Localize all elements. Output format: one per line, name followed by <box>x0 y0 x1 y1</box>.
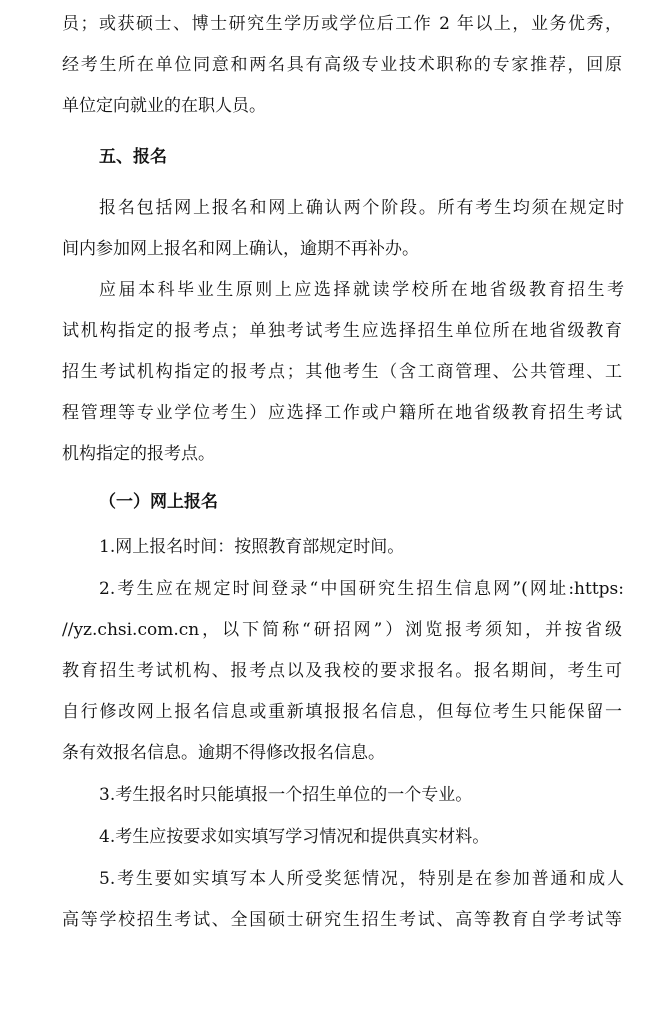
list-item: 4.考生应按要求如实填写学习情况和提供真实材料。 <box>99 827 490 847</box>
text-line: 自行修改网上报名信息或重新填报报名信息，但每位考生只能保留一 <box>62 702 622 722</box>
text-line: 招生考试机构指定的报考点；其他考生（含工商管理、公共管理、工 <box>62 362 622 382</box>
list-item: 3.考生报名时只能填报一个招生单位的一个专业。 <box>99 785 473 805</box>
text-line: 报名包括网上报名和网上确认两个阶段。所有考生均须在规定时 <box>99 198 624 218</box>
text-line: 经考生所在单位同意和两名具有高级专业技术职称的专家推荐，回原 <box>62 55 622 75</box>
section-heading: 五、报名 <box>99 147 167 167</box>
text-line: 单位定向就业的在职人员。 <box>62 96 266 116</box>
list-item: 5.考生要如实填写本人所受奖惩情况，特别是在参加普通和成人 <box>99 869 624 889</box>
list-item: 2.考生应在规定时间登录“中国研究生招生信息网”(网址:https: <box>99 579 624 599</box>
text-line: 教育招生考试机构、报考点以及我校的要求报名。报名期间，考生可 <box>62 661 622 681</box>
text-line: 试机构指定的报考点；单独考试考生应选择招生单位所在地省级教育 <box>62 321 622 341</box>
text-line: 员；或获硕士、博士研究生学历或学位后工作 2 年以上，业务优秀， <box>62 14 622 34</box>
text-line: //yz.chsi.com.cn，以下简称“研招网”）浏览报考须知，并按省级 <box>62 620 622 640</box>
text-line: 程管理等专业学位考生）应选择工作或户籍所在地省级教育招生考试 <box>62 403 622 423</box>
text-line: 条有效报名信息。逾期不得修改报名信息。 <box>62 743 385 763</box>
text-line: 高等学校招生考试、全国硕士研究生招生考试、高等教育自学考试等 <box>62 910 622 930</box>
text-line: 应届本科毕业生原则上应选择就读学校所在地省级教育招生考 <box>99 280 624 300</box>
text-line: 间内参加网上报名和网上确认，逾期不再补办。 <box>62 239 419 259</box>
subsection-heading: （一）网上报名 <box>99 492 218 512</box>
list-item: 1.网上报名时间：按照教育部规定时间。 <box>99 537 405 557</box>
text-line: 机构指定的报考点。 <box>62 444 215 464</box>
